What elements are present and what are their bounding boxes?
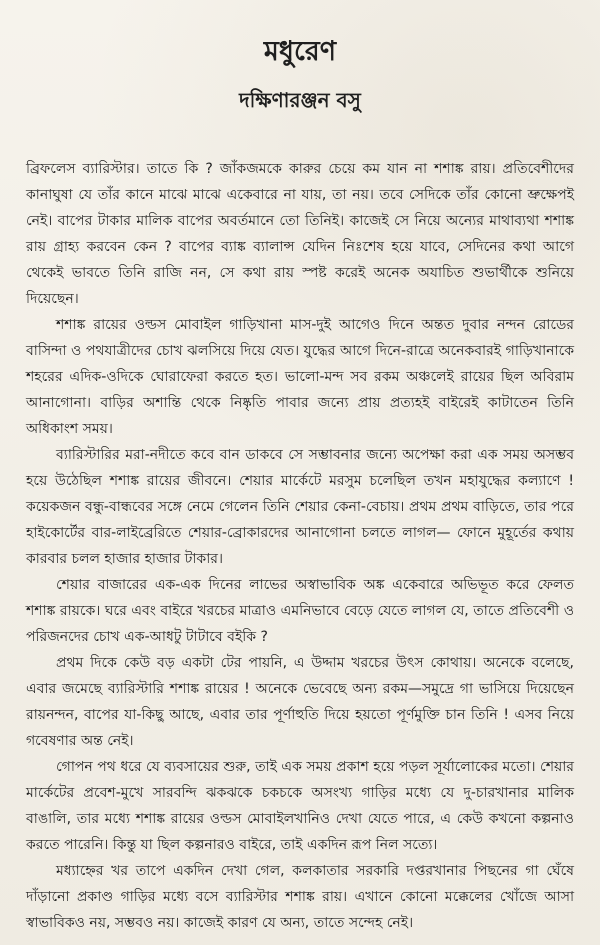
story-title: মধুরেণ <box>263 36 337 67</box>
paragraph: মধ্যাহ্নের খর তাপে একদিন দেখা গেল, কলকাতার সরকারি দপ্তরখানার পিছনের গা ঘেঁষে দাঁড়ানো প্রকাণ্ড গাড়ির মধ্যে বসে ব্যারিস্টার শশাঙ্ক রায়। এখানে কোনো মক্কেলের খোঁজে আসা স্বাভাবিকও নয়, সম্ভবও নয়। কাজেই কারণ যে অন্য, তাতে সন্দেহ নেই। <box>26 863 574 932</box>
paragraph: ব্রিফলেস ব্যারিস্টার। তাতে কি ? জাঁকজমকে কারুর চেয়ে কম যান না শশাঙ্ক রায়। প্রতিবেশীদের কানাঘুষা যে তাঁর কানে মাঝে মাঝে একেবারে না যায়, তা নয়। তবে সেদিকে তাঁর কোনো ভ্রুক্ষেপই নেই। বাপের টাকার মালিক বাপের অবর্তমানে তো তিনিই। কাজেই সে নিয়ে অন্যের মাথাব্যথা শশাঙ্ক রায় গ্রাহ্য করবেন কেন ? বাপের ব্যাঙ্ক ব্যালান্স যেদিন নিঃশেষ হয়ে যাবে, সেদিনের কথা আগে থেকেই ভাবতে তিনি রাজি নন, সে কথা রায় স্পষ্ট করেই অনেক অযাচিত শুভার্থীকে শুনিয়ে দিয়েছেন। <box>26 161 574 308</box>
paragraph: গোপন পথ ধরে যে ব্যবসায়ের শুরু, তাই এক সময় প্রকাশ হয়ে পড়ল সূর্যালোকের মতো। শেয়ার মার্কেটের প্রবেশ-মুখে সারবন্দি ঝকঝকে চকচকে অসংখ্য গাড়ির মধ্যে যে দু-চারখানার মালিক বাঙালি, তার মধ্যে শশাঙ্ক রায়ের ওল্ডস মোবাইলখানিও দেখা যেতে পারে, এ কেউ কখনো কল্পনাও করতে পারেনি। কিন্তু যা ছিল কল্পনারও বাইরে, তাই একদিন রূপ নিল সত্যে। <box>26 759 574 854</box>
paragraph: শশাঙ্ক রায়ের ওল্ডস মোবাইল গাড়িখানা মাস-দুই আগেও দিনে অন্তত দুবার নন্দন রোডের বাসিন্দা ও পথযাত্রীদের চোখ ঝলসিয়ে দিয়ে যেত। যুদ্ধের আগে দিনে-রাত্রে অনেকবারই গাড়িখানাকে শহরের এদিক-ওদিকে ঘোরাফেরা করতে হত। ভালো-মন্দ সব রকম অঞ্চলেই রায়ের ছিল অবিরাম আনাগোনা। বাড়ির অশান্তি থেকে নিষ্কৃতি পাবার জন্যে প্রায় প্রত্যহই বাইরেই কাটাতেন তিনি অধিকাংশ সময়। <box>26 317 574 438</box>
story-body <box>26 156 574 936</box>
paragraph: শেয়ার বাজারের এক-এক দিনের লাভের অস্বাভাবিক অঙ্ক একেবারে অভিভূত করে ফেলত শশাঙ্ক রায়কে। ঘরে এবং বাইরে খরচের মাত্রাও এমনিভাবে বেড়ে যেতে লাগল যে, তাতে প্রতিবেশী ও পরিজনদের চোখ এক-আধটু টাটাবে বইকি ? <box>26 577 574 646</box>
paragraph: প্রথম দিকে কেউ বড় একটা টের পায়নি, এ উদ্দাম খরচের উৎস কোথায়। অনেকে বলেছে, এবার জমেছে ব্যারিস্টারি শশাঙ্ক রায়ের ! অনেকে ভেবেছে অন্য রকম—সমুদ্রে গা ভাসিয়ে দিয়েছেন রায়নন্দন, বাপের যা-কিছু আছে, এবার তার পূর্ণাহুতি দিয়ে হয়তো পূর্ণমুক্তি চান তিনি ! এসব নিয়ে গবেষণার অন্ত নেই। <box>26 655 574 750</box>
author-name: দক্ষিণারঞ্জন বসু <box>239 88 361 113</box>
paragraph: ব্যারিস্টারির মরা-নদীতে কবে বান ডাকবে সে সম্ভাবনার জন্যে অপেক্ষা করা এক সময় অসম্ভব হয়ে উঠেছিল শশাঙ্ক রায়ের জীবনে। শেয়ার মার্কেটে মরসুম চলেছিল তখন মহাযুদ্ধের কল্যাণে ! কয়েকজন বন্ধু-বান্ধবের সঙ্গে নেমে গেলেন তিনি শেয়ার কেনা-বেচায়। প্রথম প্রথম বাড়িতে, তার পরে হাইকোর্টের বার-লাইব্রেরিতে শেয়ার-ব্রোকারদের আনাগোনা চলতে লাগল— ফোনে মুহূর্তের কথায় কারবার চলল হাজার হাজার টাকার। <box>26 447 574 568</box>
